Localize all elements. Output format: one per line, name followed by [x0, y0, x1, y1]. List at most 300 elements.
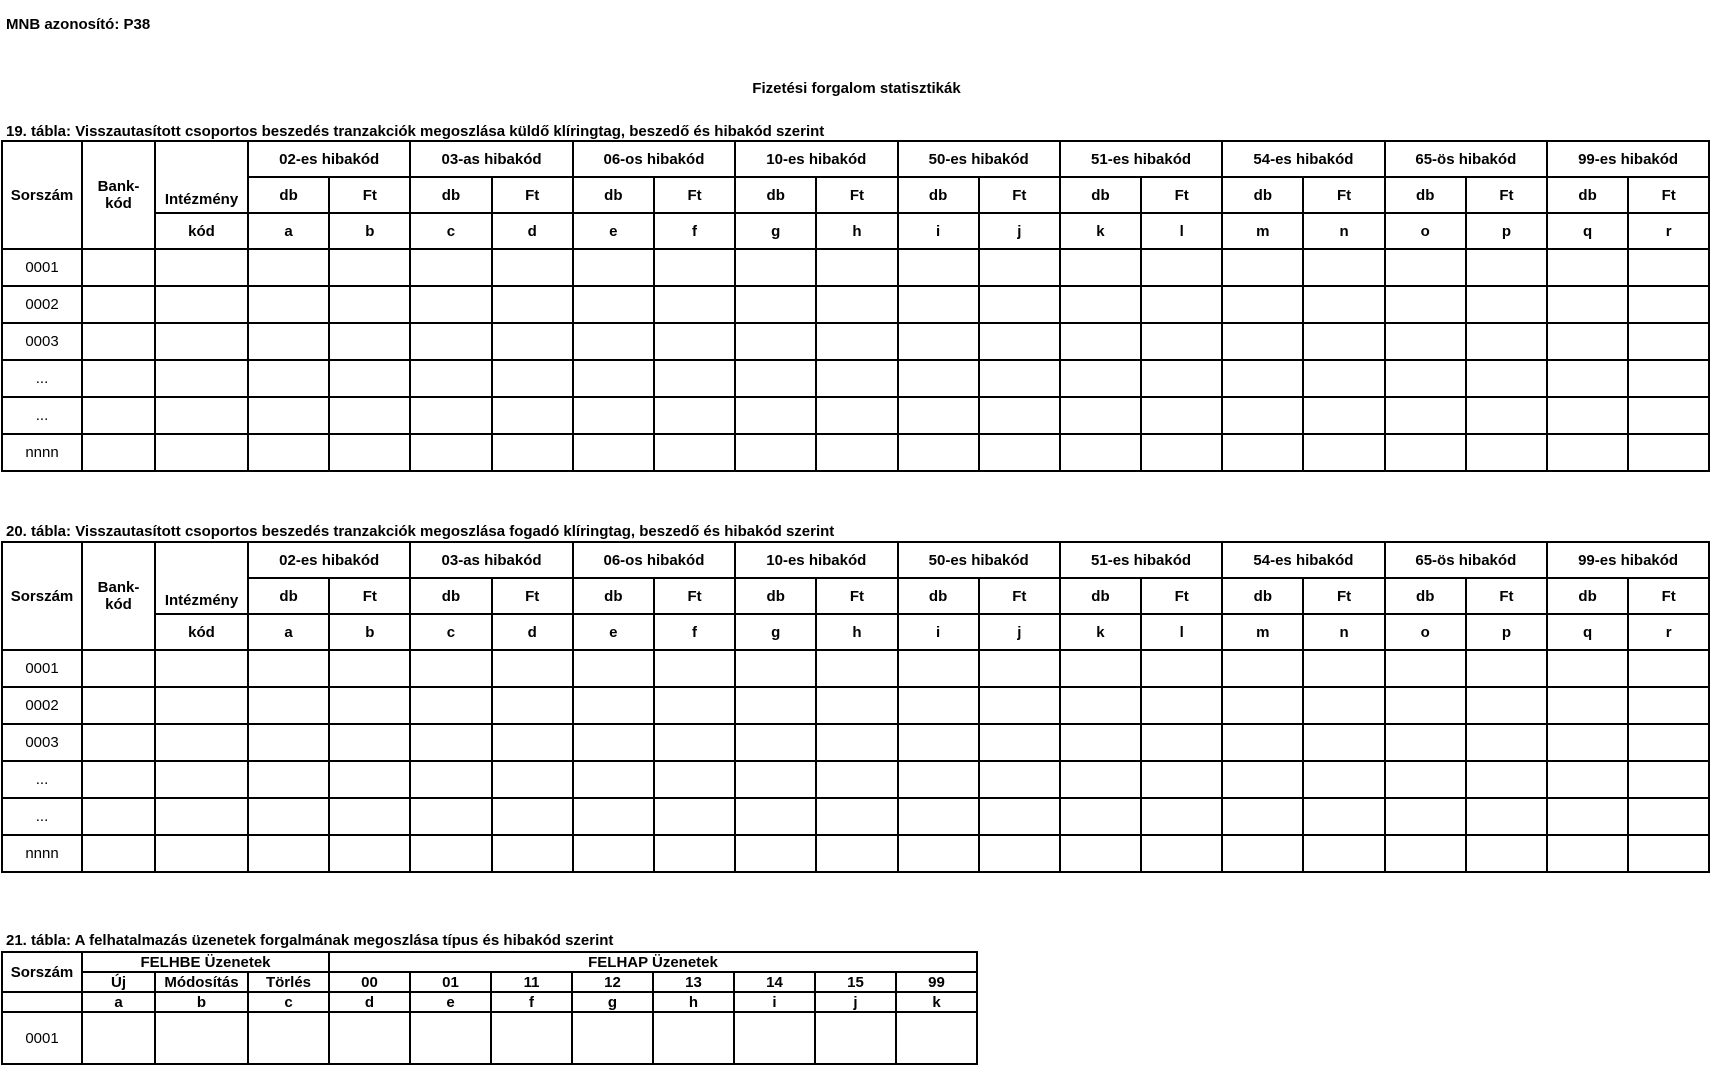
data-cell[interactable]: [979, 687, 1060, 724]
data-cell[interactable]: [1141, 360, 1222, 397]
data-cell[interactable]: [492, 835, 573, 872]
data-cell[interactable]: [329, 761, 410, 798]
data-cell[interactable]: [248, 249, 329, 286]
data-cell[interactable]: [1547, 687, 1628, 724]
db-header: db: [573, 177, 654, 213]
data-cell[interactable]: [1466, 286, 1547, 323]
error-code-group-header: 99-es hibakód: [1547, 141, 1709, 177]
data-cell[interactable]: [898, 835, 979, 872]
data-cell[interactable]: [1547, 835, 1628, 872]
data-cell[interactable]: [1547, 397, 1628, 434]
data-cell[interactable]: [410, 360, 491, 397]
data-cell[interactable]: [1466, 360, 1547, 397]
data-cell[interactable]: [654, 687, 735, 724]
ft-header: Ft: [329, 578, 410, 614]
data-cell[interactable]: [410, 761, 491, 798]
data-cell[interactable]: [979, 360, 1060, 397]
db-header: db: [410, 177, 491, 213]
error-code-group-header: 10-es hibakód: [735, 542, 897, 578]
data-cell[interactable]: [155, 687, 248, 724]
data-cell[interactable]: [155, 650, 248, 687]
data-cell[interactable]: [573, 360, 654, 397]
data-cell[interactable]: [82, 835, 155, 872]
sorszam-header: Sorszám: [2, 952, 82, 992]
db-header: db: [248, 177, 329, 213]
data-cell[interactable]: [1303, 761, 1384, 798]
data-cell[interactable]: [898, 323, 979, 360]
data-cell[interactable]: [1628, 798, 1709, 835]
data-cell[interactable]: [1060, 286, 1141, 323]
data-cell[interactable]: [653, 1012, 734, 1064]
data-cell[interactable]: [816, 323, 897, 360]
data-cell[interactable]: [1060, 323, 1141, 360]
db-header: db: [1060, 177, 1141, 213]
data-cell[interactable]: [735, 650, 816, 687]
data-cell[interactable]: [654, 724, 735, 761]
column-letter: a: [82, 992, 155, 1012]
data-cell[interactable]: [735, 687, 816, 724]
data-cell[interactable]: [1547, 323, 1628, 360]
data-cell[interactable]: [410, 434, 491, 471]
data-cell[interactable]: [1222, 687, 1303, 724]
data-cell[interactable]: [248, 798, 329, 835]
data-cell[interactable]: [816, 434, 897, 471]
data-cell[interactable]: [492, 249, 573, 286]
data-cell[interactable]: [1060, 397, 1141, 434]
data-cell[interactable]: [82, 687, 155, 724]
data-cell[interactable]: [1060, 761, 1141, 798]
data-cell[interactable]: [1385, 249, 1466, 286]
data-cell[interactable]: [1303, 434, 1384, 471]
data-cell[interactable]: [1385, 724, 1466, 761]
data-cell[interactable]: [1385, 798, 1466, 835]
data-cell[interactable]: [1385, 687, 1466, 724]
data-cell[interactable]: [410, 798, 491, 835]
data-cell[interactable]: [248, 761, 329, 798]
data-cell[interactable]: [735, 761, 816, 798]
data-cell[interactable]: [1628, 286, 1709, 323]
bank-kod-header: Bank-kód: [82, 542, 155, 650]
data-cell[interactable]: [979, 761, 1060, 798]
data-cell[interactable]: [1628, 650, 1709, 687]
data-cell[interactable]: [1060, 650, 1141, 687]
data-cell[interactable]: [1466, 724, 1547, 761]
data-cell[interactable]: [1385, 434, 1466, 471]
data-cell[interactable]: [248, 835, 329, 872]
data-cell[interactable]: [816, 687, 897, 724]
data-cell[interactable]: [492, 798, 573, 835]
data-cell[interactable]: [155, 286, 248, 323]
data-cell[interactable]: [654, 286, 735, 323]
data-cell[interactable]: [248, 397, 329, 434]
column-letter: m: [1222, 213, 1303, 249]
ft-header: Ft: [492, 177, 573, 213]
data-cell[interactable]: [654, 249, 735, 286]
felhap-column-header: 14: [734, 972, 815, 992]
data-cell[interactable]: [492, 724, 573, 761]
data-cell[interactable]: [1222, 835, 1303, 872]
data-cell[interactable]: [82, 1012, 155, 1064]
data-cell[interactable]: [734, 1012, 815, 1064]
data-cell[interactable]: [735, 434, 816, 471]
data-cell[interactable]: [1385, 323, 1466, 360]
data-cell[interactable]: [1303, 360, 1384, 397]
data-cell[interactable]: [492, 360, 573, 397]
ft-header: Ft: [492, 578, 573, 614]
data-cell[interactable]: [1547, 360, 1628, 397]
data-cell[interactable]: [329, 1012, 410, 1064]
error-code-group-header: 50-es hibakód: [898, 141, 1060, 177]
data-cell[interactable]: [329, 835, 410, 872]
error-code-group-header: 54-es hibakód: [1222, 542, 1384, 578]
column-letter: i: [898, 614, 979, 650]
data-cell[interactable]: [329, 249, 410, 286]
data-cell[interactable]: [898, 360, 979, 397]
data-cell[interactable]: [979, 434, 1060, 471]
data-cell[interactable]: [492, 434, 573, 471]
data-cell[interactable]: [492, 323, 573, 360]
column-letter: c: [410, 614, 491, 650]
empty-letter-cell: [2, 992, 82, 1012]
data-cell[interactable]: [1303, 835, 1384, 872]
data-cell[interactable]: [82, 249, 155, 286]
data-cell[interactable]: [1222, 397, 1303, 434]
data-cell[interactable]: [735, 360, 816, 397]
column-letter: l: [1141, 213, 1222, 249]
row-number: ...: [2, 798, 82, 835]
data-cell[interactable]: [735, 286, 816, 323]
data-cell[interactable]: [898, 286, 979, 323]
data-cell[interactable]: [82, 724, 155, 761]
data-cell[interactable]: [1547, 798, 1628, 835]
data-cell[interactable]: [1385, 835, 1466, 872]
data-cell[interactable]: [898, 798, 979, 835]
data-cell[interactable]: [573, 724, 654, 761]
data-cell[interactable]: [654, 650, 735, 687]
data-cell[interactable]: [155, 434, 248, 471]
data-cell[interactable]: [1385, 397, 1466, 434]
data-cell[interactable]: [1060, 835, 1141, 872]
data-cell[interactable]: [155, 397, 248, 434]
data-cell[interactable]: [1222, 323, 1303, 360]
db-header: db: [1060, 578, 1141, 614]
data-cell[interactable]: [1547, 286, 1628, 323]
data-cell[interactable]: [1466, 761, 1547, 798]
data-cell[interactable]: [573, 286, 654, 323]
data-cell[interactable]: [1060, 434, 1141, 471]
data-cell[interactable]: [573, 798, 654, 835]
data-cell[interactable]: [979, 835, 1060, 872]
data-cell[interactable]: [1141, 724, 1222, 761]
data-cell[interactable]: [898, 434, 979, 471]
data-cell[interactable]: [654, 434, 735, 471]
data-cell[interactable]: [82, 397, 155, 434]
data-cell[interactable]: [1547, 724, 1628, 761]
data-cell[interactable]: [979, 650, 1060, 687]
felhbe-group-header: FELHBE Üzenetek: [82, 952, 329, 972]
data-cell[interactable]: [1628, 761, 1709, 798]
data-cell[interactable]: [572, 1012, 653, 1064]
data-cell[interactable]: [1303, 286, 1384, 323]
data-cell[interactable]: [1060, 798, 1141, 835]
db-header: db: [1547, 177, 1628, 213]
data-cell[interactable]: [1466, 323, 1547, 360]
data-cell[interactable]: [735, 397, 816, 434]
data-cell[interactable]: [329, 323, 410, 360]
data-cell[interactable]: [1141, 798, 1222, 835]
data-cell[interactable]: [979, 798, 1060, 835]
data-cell[interactable]: [155, 724, 248, 761]
data-cell[interactable]: [573, 687, 654, 724]
data-cell[interactable]: [898, 249, 979, 286]
data-cell[interactable]: [735, 798, 816, 835]
data-cell[interactable]: [410, 397, 491, 434]
data-cell[interactable]: [1385, 360, 1466, 397]
data-cell[interactable]: [1222, 761, 1303, 798]
data-cell[interactable]: [816, 761, 897, 798]
data-cell[interactable]: [248, 286, 329, 323]
data-cell[interactable]: [979, 397, 1060, 434]
data-cell[interactable]: [82, 761, 155, 798]
data-cell[interactable]: [1222, 434, 1303, 471]
data-cell[interactable]: [816, 798, 897, 835]
error-code-group-header: 10-es hibakód: [735, 141, 897, 177]
data-cell[interactable]: [410, 249, 491, 286]
data-cell[interactable]: [816, 397, 897, 434]
data-cell[interactable]: [898, 761, 979, 798]
data-cell[interactable]: [1303, 323, 1384, 360]
data-cell[interactable]: [1466, 835, 1547, 872]
data-cell[interactable]: [816, 360, 897, 397]
data-cell[interactable]: [1141, 835, 1222, 872]
column-letter: b: [329, 614, 410, 650]
data-cell[interactable]: [329, 687, 410, 724]
data-cell[interactable]: [155, 249, 248, 286]
db-header: db: [898, 177, 979, 213]
data-cell[interactable]: [1628, 397, 1709, 434]
data-cell[interactable]: [735, 724, 816, 761]
data-cell[interactable]: [410, 687, 491, 724]
data-cell[interactable]: [492, 397, 573, 434]
data-cell[interactable]: [1466, 687, 1547, 724]
data-cell[interactable]: [410, 724, 491, 761]
data-cell[interactable]: [1628, 687, 1709, 724]
data-cell[interactable]: [329, 650, 410, 687]
data-cell[interactable]: [155, 835, 248, 872]
data-cell[interactable]: [329, 397, 410, 434]
data-cell[interactable]: [1547, 650, 1628, 687]
data-cell[interactable]: [1628, 323, 1709, 360]
data-cell[interactable]: [248, 724, 329, 761]
data-cell[interactable]: [979, 323, 1060, 360]
felhap-column-header: 15: [815, 972, 896, 992]
data-cell[interactable]: [82, 434, 155, 471]
data-cell[interactable]: [573, 323, 654, 360]
data-cell[interactable]: [1222, 798, 1303, 835]
data-cell[interactable]: [248, 687, 329, 724]
column-letter: g: [735, 213, 816, 249]
data-cell[interactable]: [1222, 286, 1303, 323]
data-cell[interactable]: [1466, 397, 1547, 434]
data-cell[interactable]: [1303, 397, 1384, 434]
data-cell[interactable]: [1628, 434, 1709, 471]
data-cell[interactable]: [248, 434, 329, 471]
data-cell[interactable]: [1141, 434, 1222, 471]
data-cell[interactable]: [816, 249, 897, 286]
data-cell[interactable]: [573, 761, 654, 798]
data-cell[interactable]: [492, 761, 573, 798]
data-cell[interactable]: [82, 798, 155, 835]
data-cell[interactable]: [1628, 360, 1709, 397]
data-cell[interactable]: [1141, 687, 1222, 724]
data-cell[interactable]: [492, 687, 573, 724]
column-letter: q: [1547, 614, 1628, 650]
ft-header: Ft: [816, 177, 897, 213]
data-cell[interactable]: [816, 650, 897, 687]
data-cell[interactable]: [735, 249, 816, 286]
data-cell[interactable]: [492, 286, 573, 323]
ft-header: Ft: [1303, 578, 1384, 614]
data-cell[interactable]: [1547, 249, 1628, 286]
data-cell[interactable]: [1060, 360, 1141, 397]
data-cell[interactable]: [573, 397, 654, 434]
data-cell[interactable]: [573, 434, 654, 471]
data-cell[interactable]: [816, 835, 897, 872]
data-cell[interactable]: [410, 835, 491, 872]
data-cell[interactable]: [654, 761, 735, 798]
data-cell[interactable]: [1222, 650, 1303, 687]
data-cell[interactable]: [410, 286, 491, 323]
data-cell[interactable]: [573, 835, 654, 872]
data-cell[interactable]: [1060, 249, 1141, 286]
data-cell[interactable]: [1466, 650, 1547, 687]
data-cell[interactable]: [1222, 724, 1303, 761]
data-cell[interactable]: [410, 650, 491, 687]
data-cell[interactable]: [1628, 249, 1709, 286]
data-cell[interactable]: [815, 1012, 896, 1064]
data-cell[interactable]: [573, 249, 654, 286]
data-cell[interactable]: [898, 650, 979, 687]
data-cell[interactable]: [491, 1012, 572, 1064]
data-cell[interactable]: [1141, 397, 1222, 434]
table-row: [2, 434, 1709, 471]
data-cell[interactable]: [1385, 286, 1466, 323]
data-cell[interactable]: [329, 360, 410, 397]
data-cell[interactable]: [735, 323, 816, 360]
data-cell[interactable]: [1141, 249, 1222, 286]
data-cell[interactable]: [1628, 724, 1709, 761]
data-cell[interactable]: [410, 1012, 491, 1064]
data-cell[interactable]: [329, 434, 410, 471]
data-cell[interactable]: [1060, 724, 1141, 761]
data-cell[interactable]: [248, 650, 329, 687]
data-cell[interactable]: [654, 360, 735, 397]
column-letter: o: [1385, 614, 1466, 650]
data-cell[interactable]: [329, 798, 410, 835]
data-cell[interactable]: [735, 835, 816, 872]
data-cell[interactable]: [1303, 724, 1384, 761]
data-cell[interactable]: [1466, 434, 1547, 471]
data-cell[interactable]: [1547, 761, 1628, 798]
data-cell[interactable]: [654, 835, 735, 872]
row-number: nnnn: [2, 835, 82, 872]
data-cell[interactable]: [896, 1012, 977, 1064]
data-cell[interactable]: [1141, 761, 1222, 798]
data-cell[interactable]: [155, 798, 248, 835]
data-cell[interactable]: [82, 650, 155, 687]
data-cell[interactable]: [979, 286, 1060, 323]
data-cell[interactable]: [248, 360, 329, 397]
data-cell[interactable]: [1141, 323, 1222, 360]
data-cell[interactable]: [82, 286, 155, 323]
data-cell[interactable]: [1060, 687, 1141, 724]
data-cell[interactable]: [1303, 249, 1384, 286]
error-code-group-header: 02-es hibakód: [248, 141, 410, 177]
data-cell[interactable]: [898, 724, 979, 761]
data-cell[interactable]: [248, 1012, 329, 1064]
table21: [1, 951, 978, 1065]
data-cell[interactable]: [329, 724, 410, 761]
row-number: 0002: [2, 687, 82, 724]
data-cell[interactable]: [155, 323, 248, 360]
data-cell[interactable]: [898, 397, 979, 434]
data-cell[interactable]: [410, 323, 491, 360]
data-cell[interactable]: [1547, 434, 1628, 471]
db-header: db: [573, 578, 654, 614]
data-cell[interactable]: [1222, 360, 1303, 397]
data-cell[interactable]: [1303, 650, 1384, 687]
data-cell[interactable]: [654, 798, 735, 835]
column-letter: h: [816, 213, 897, 249]
data-cell[interactable]: [82, 323, 155, 360]
column-letter: n: [1303, 614, 1384, 650]
data-cell[interactable]: [1628, 835, 1709, 872]
row-number: ...: [2, 397, 82, 434]
data-cell[interactable]: [1303, 687, 1384, 724]
data-cell[interactable]: [1303, 798, 1384, 835]
data-cell[interactable]: [654, 323, 735, 360]
data-cell[interactable]: [1385, 650, 1466, 687]
data-cell[interactable]: [898, 687, 979, 724]
data-cell[interactable]: [654, 397, 735, 434]
data-cell[interactable]: [492, 650, 573, 687]
data-cell[interactable]: [1141, 286, 1222, 323]
table-row: [2, 360, 1709, 397]
data-cell[interactable]: [155, 360, 248, 397]
data-cell[interactable]: [155, 1012, 248, 1064]
data-cell[interactable]: [1141, 650, 1222, 687]
error-code-group-header: 51-es hibakód: [1060, 141, 1222, 177]
data-cell[interactable]: [1222, 249, 1303, 286]
data-cell[interactable]: [573, 650, 654, 687]
data-cell[interactable]: [979, 249, 1060, 286]
data-cell[interactable]: [1466, 249, 1547, 286]
data-cell[interactable]: [248, 323, 329, 360]
data-cell[interactable]: [155, 761, 248, 798]
error-code-group-header: 54-es hibakód: [1222, 141, 1384, 177]
data-cell[interactable]: [979, 724, 1060, 761]
data-cell[interactable]: [816, 286, 897, 323]
data-cell[interactable]: [82, 360, 155, 397]
table-row: [2, 724, 1709, 761]
data-cell[interactable]: [816, 724, 897, 761]
column-letter: e: [573, 614, 654, 650]
data-cell[interactable]: [1385, 761, 1466, 798]
page-title: Fizetési forgalom statisztikák: [752, 80, 961, 97]
ft-header: Ft: [1466, 578, 1547, 614]
data-cell[interactable]: [1466, 798, 1547, 835]
data-cell[interactable]: [329, 286, 410, 323]
